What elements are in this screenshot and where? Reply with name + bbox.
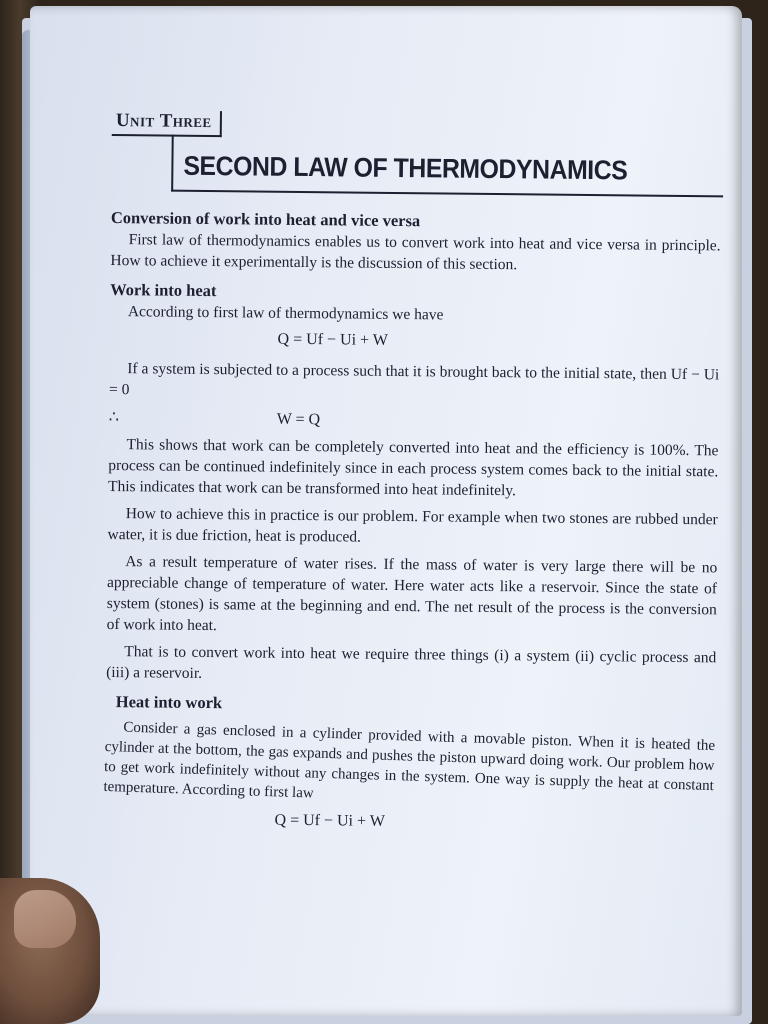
paragraph: Consider a gas enclosed in a cylinder provided with a movable piston. When it is heated the cylinder at the bottom, the gas expands and pushes the piston upward doing work. Our problem how to get work indefinitely without any changes in the system. One way is supply the heat at constant temperature. According to first law (103, 719, 716, 802)
section-heading-heat-into-work: Heat into work (115, 692, 223, 713)
paragraph: First law of thermodynamics enables us to convert work into heat and vice versa in principle. How to achieve it experimentally is the discussion of this section. (110, 231, 721, 274)
page-content (104, 110, 722, 837)
section-heading-conversion: Conversion of work into heat and vice versa (110, 207, 421, 231)
equation-first-law: Q = Uf − Ui + W (277, 330, 389, 349)
paragraph: As a result temperature of water rises. If the mass of water is very large there will be no appreciable change of temperature of water. Here water acts like a reservoir. Since the state of system (stones) is same at the beginning and end. The net result of the process is the conversion of work into heat. (106, 553, 718, 635)
therefore-symbol: ∴ (108, 408, 120, 427)
paragraph: According to first law of thermodynamics we have (127, 303, 444, 324)
thumbnail-nail (14, 890, 76, 948)
equation-w-equals-q: W = Q (276, 410, 321, 429)
paragraph: This shows that work can be completely converted into heat and the efficiency is 100%. The process can be continued indefinitely since in each process system comes back to the initial state. This indicates that work can be transformed into heat indefinitely. (107, 436, 719, 500)
equation-first-law-repeat: Q = Uf − Ui + W (274, 811, 385, 830)
paragraph: How to achieve this in practice is our problem. For example when two stones are rubbed under water, it is due friction, heat is produced. (107, 505, 718, 546)
paragraph: That is to convert work into heat we require three things (i) a system (ii) cyclic process and (iii) a reservoir. (106, 643, 717, 682)
title-box (171, 135, 724, 198)
chapter-title: SECOND LAW OF THERMODYNAMICS (183, 150, 628, 186)
section-heading-work-into-heat: Work into heat (110, 279, 217, 301)
unit-label: Unit Three (112, 110, 222, 137)
paragraph: If a system is subjected to a process such that it is brought back to the initial state, then Uf − Ui = 0 (108, 360, 720, 399)
